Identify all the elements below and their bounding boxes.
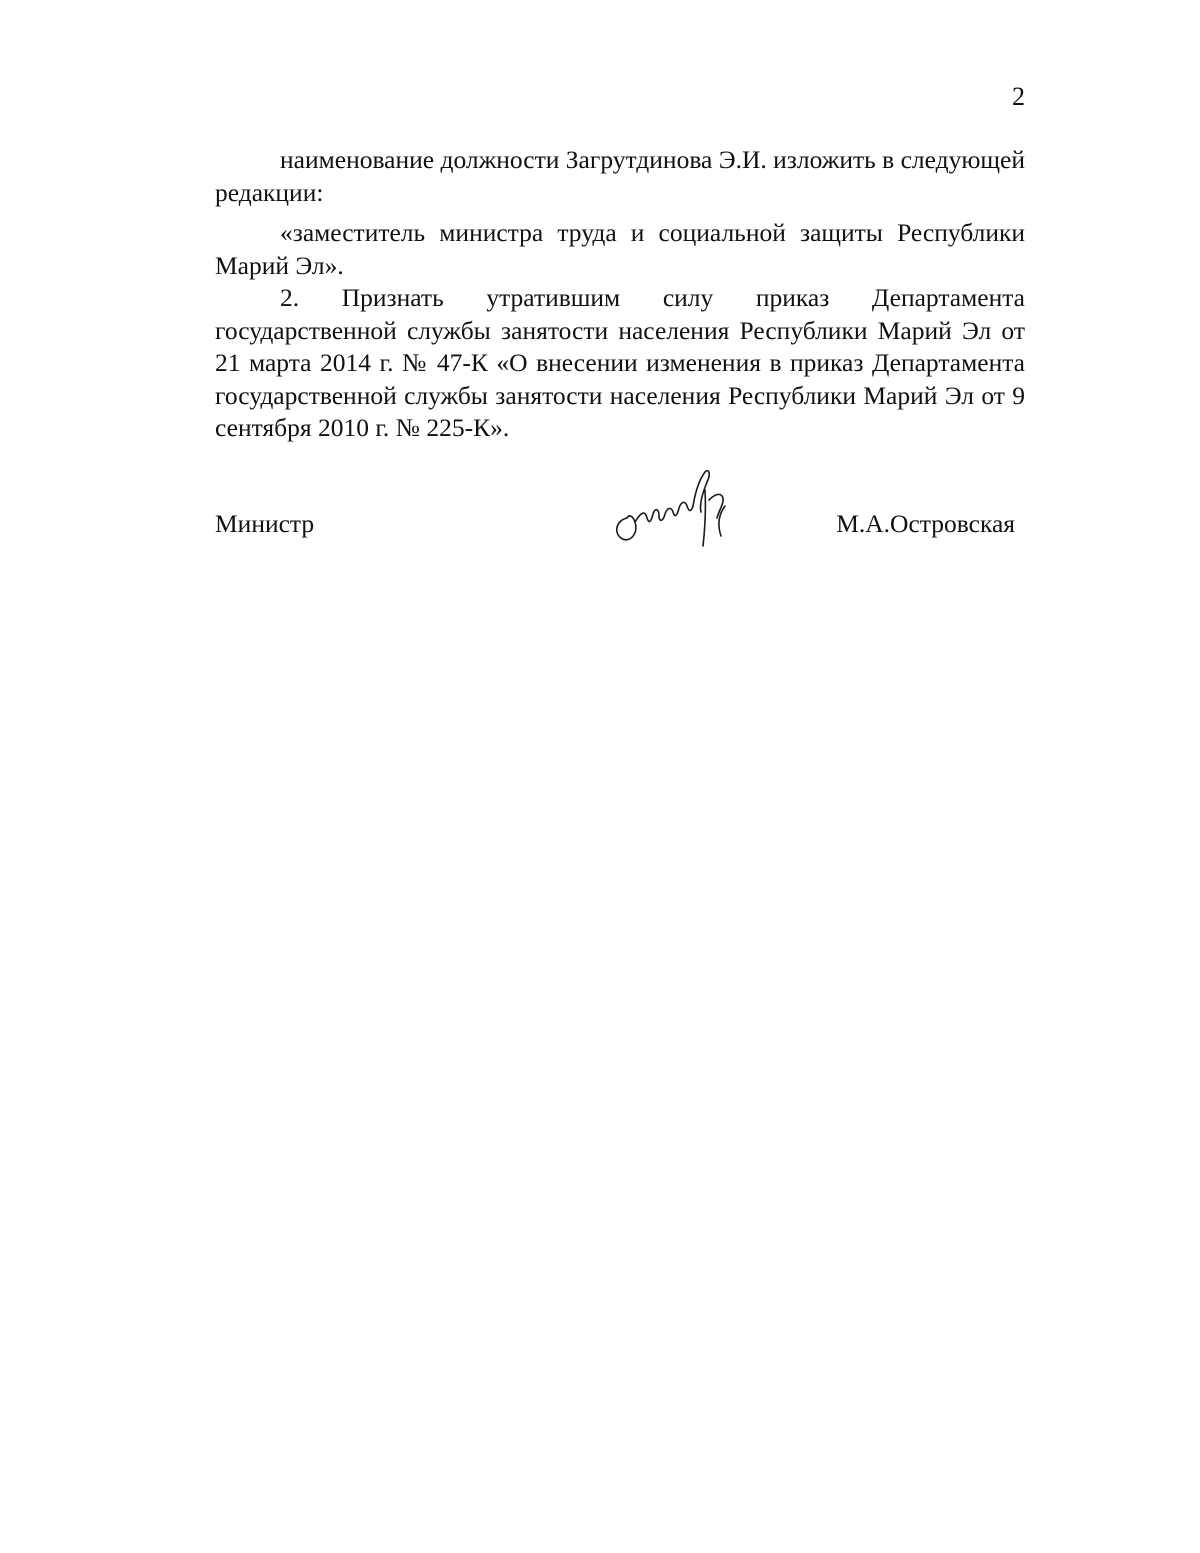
paragraph-position-title: наименование должности Загрутдинова Э.И. изложить в следующей редакции: — [215, 145, 1025, 207]
signatory-name: М.А.Островская — [836, 509, 1015, 538]
paragraph-repeal-order: 2. Признать утратившим силу приказ Департамента государственной службы занятости населения Республики Марий Эл от 21 марта 2014 г. № 47-К «О внесении изменения в приказ Департамента государственной службы занятости населения Республики Марий Эл от 9 сентября 2010 г. № 225-К». — [215, 283, 1025, 442]
page-number: 2 — [1012, 82, 1025, 111]
paragraph-new-title: «заместитель министра труда и социальной защиты Республики Марий Эл». — [215, 218, 1025, 280]
signature-block — [215, 460, 1025, 560]
document-body — [215, 144, 1025, 445]
handwritten-signature — [605, 460, 745, 555]
signatory-title: Министр — [215, 509, 315, 538]
